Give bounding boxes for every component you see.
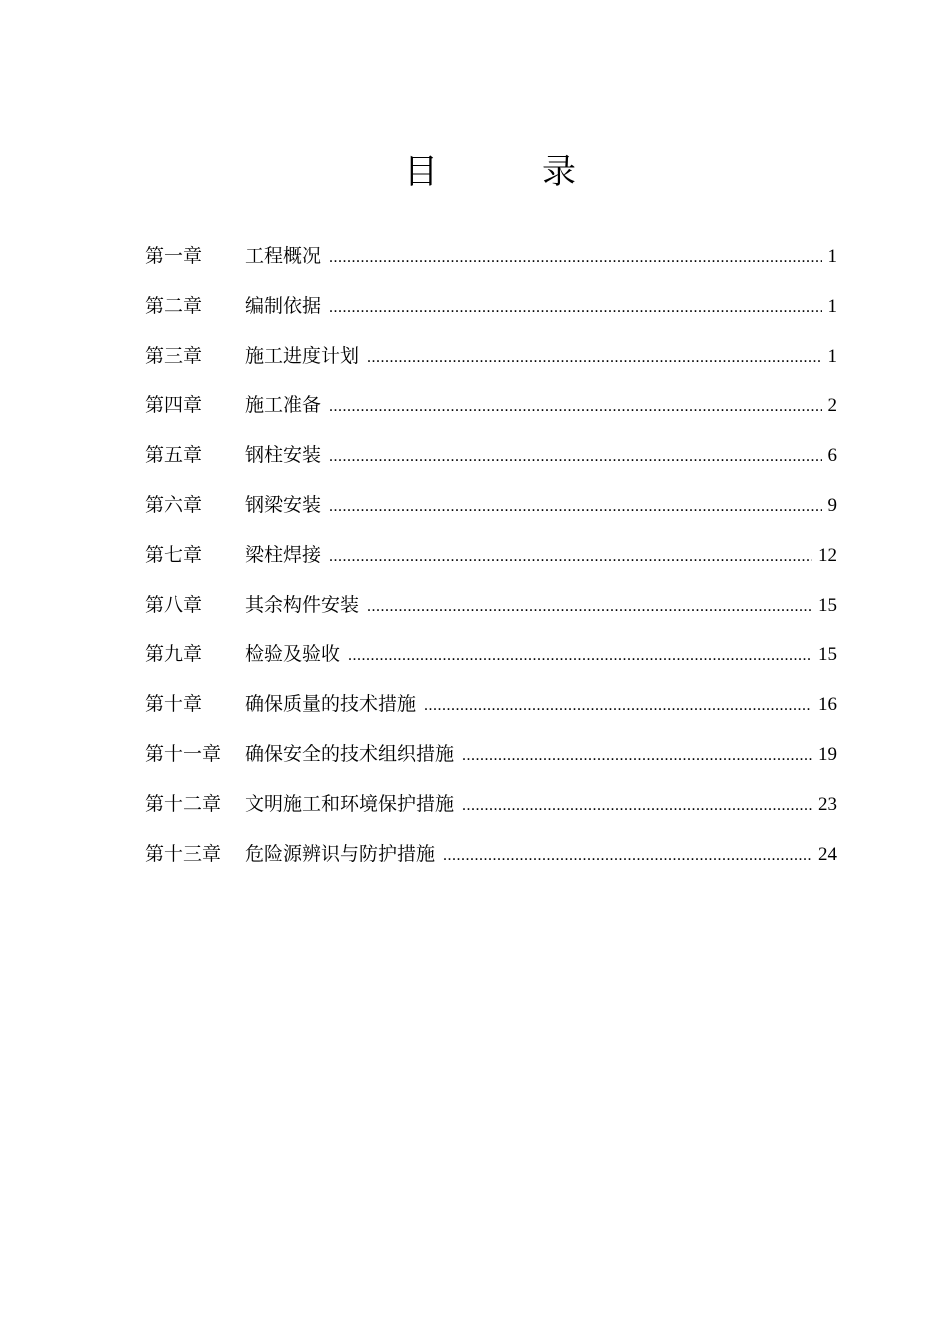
- toc-page-number: 15: [818, 644, 837, 666]
- toc-chapter-title: 危险源辨识与防护措施: [245, 842, 436, 865]
- toc-chapter-title: 编制依据: [245, 294, 322, 317]
- toc-title: [0, 148, 950, 196]
- toc-entry[interactable]: [145, 780, 837, 830]
- toc-entry[interactable]: [145, 381, 837, 431]
- toc-leader-dots: [462, 781, 812, 831]
- toc-chapter-number: 第十二章: [145, 792, 222, 815]
- toc-chapter-title: 其余构件安装: [245, 593, 360, 616]
- toc-chapter-number: 第十章: [145, 693, 203, 716]
- toc-page-number: 1: [827, 345, 837, 367]
- toc-entry[interactable]: [145, 830, 837, 880]
- toc-chapter-number: 第四章: [145, 394, 203, 417]
- toc-leader-dots: [329, 233, 821, 283]
- toc-page-number: 1: [827, 246, 837, 267]
- toc-chapter-title: 梁柱焊接: [245, 543, 322, 566]
- toc-leader-dots: [424, 681, 812, 731]
- toc-page-number: 24: [818, 843, 837, 865]
- toc-entry[interactable]: [145, 680, 837, 730]
- toc-entry[interactable]: [145, 531, 837, 581]
- toc-leader-dots: [367, 333, 821, 383]
- toc-entry[interactable]: [145, 730, 837, 780]
- toc-page-number: 12: [818, 544, 837, 566]
- toc-leader-dots: [348, 631, 812, 681]
- toc-title-char-2: 录: [542, 152, 576, 192]
- toc-entry[interactable]: [145, 232, 837, 282]
- toc-chapter-title: 施工进度计划: [245, 344, 360, 367]
- toc-page-number: 2: [827, 395, 837, 417]
- toc-leader-dots: [329, 532, 812, 582]
- toc-leader-dots: [329, 432, 821, 482]
- toc-chapter-number: 第九章: [145, 643, 203, 666]
- toc-leader-dots: [329, 283, 821, 333]
- toc-leader-dots: [443, 831, 812, 881]
- toc-leader-dots: [367, 582, 812, 632]
- toc-leader-dots: [329, 382, 821, 432]
- toc-chapter-number: 第七章: [145, 543, 203, 566]
- toc-chapter-number: 第一章: [145, 245, 203, 267]
- toc-chapter-title: 确保安全的技术组织措施: [245, 742, 455, 765]
- toc-entry[interactable]: [145, 431, 837, 481]
- toc-page-number: 6: [827, 445, 837, 467]
- toc-chapter-number: 第三章: [145, 344, 203, 367]
- toc-chapter-title: 确保质量的技术措施: [245, 693, 417, 716]
- toc-page-number: 9: [827, 494, 837, 516]
- toc-chapter-title: 施工准备: [245, 394, 322, 417]
- toc-entry[interactable]: [145, 332, 837, 382]
- toc-entry[interactable]: [145, 481, 837, 531]
- toc-entry[interactable]: [145, 630, 837, 680]
- toc-title-char-1: 目: [404, 152, 438, 192]
- table-of-contents: [145, 232, 837, 879]
- toc-chapter-number: 第二章: [145, 294, 203, 317]
- toc-chapter-number: 第八章: [145, 593, 203, 616]
- toc-chapter-title: 钢柱安装: [245, 444, 322, 467]
- toc-chapter-number: 第十三章: [145, 842, 222, 865]
- toc-chapter-number: 第十一章: [145, 742, 222, 765]
- toc-leader-dots: [462, 731, 812, 781]
- toc-page-number: 15: [818, 594, 837, 616]
- toc-chapter-title: 文明施工和环境保护措施: [245, 792, 455, 815]
- toc-entry[interactable]: [145, 282, 837, 332]
- toc-page-number: 23: [818, 793, 837, 815]
- toc-entry[interactable]: [145, 581, 837, 631]
- toc-page-number: 19: [818, 743, 837, 765]
- toc-chapter-number: 第六章: [145, 493, 203, 516]
- toc-chapter-title: 检验及验收: [245, 643, 341, 666]
- toc-chapter-title: 工程概况: [245, 245, 322, 267]
- toc-leader-dots: [329, 482, 821, 532]
- toc-chapter-title: 钢梁安装: [245, 493, 322, 516]
- toc-chapter-number: 第五章: [145, 444, 203, 467]
- toc-page-number: 16: [818, 694, 837, 716]
- toc-page-number: 1: [827, 295, 837, 317]
